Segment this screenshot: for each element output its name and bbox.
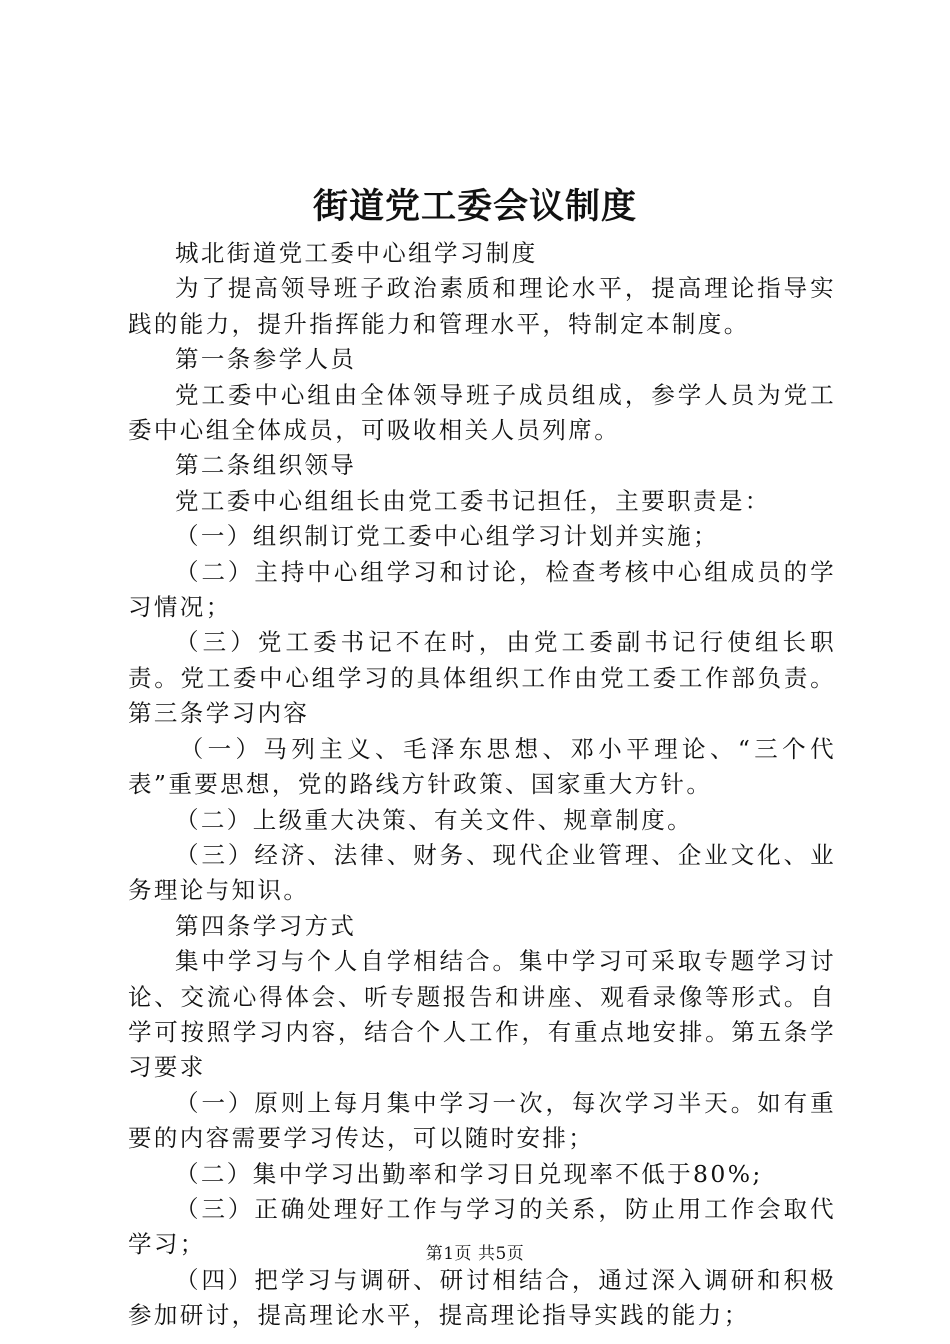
- page-footer: 第1页 共5页: [425, 1244, 525, 1264]
- list-item: （一）马列主义、毛泽东思想、邓小平理论、“三个代表”重要思想，党的路线方针政策、国家重大方针。: [128, 734, 836, 799]
- list-item: （四）把学习与调研、研讨相结合，通过深入调研和积极参加研讨，提高理论水平，提高理论指导实践的能力；: [128, 1265, 836, 1330]
- list-item: （一）原则上每月集中学习一次，每次学习半天。如有重要的内容需要学习传达，可以随时安排；: [128, 1088, 836, 1153]
- section-heading-2: 第二条组织领导: [175, 451, 357, 480]
- list-item: （一）组织制订党工委中心组学习计划并实施；: [175, 522, 719, 551]
- document-body: [128, 236, 836, 1334]
- document-title: 街道党工委会议制度: [312, 186, 637, 227]
- paragraph-intro: 为了提高领导班子政治素质和理论水平，提高理论指导实践的能力，提升指挥能力和管理水平，特制定本制度。: [128, 274, 836, 338]
- list-item: （三）经济、法律、财务、现代企业管理、企业文化、业务理论与知识。: [128, 840, 836, 905]
- list-item: （二）主持中心组学习和讨论，检查考核中心组成员的学习情况；: [128, 557, 836, 622]
- list-item: （二）上级重大决策、有关文件、规章制度。: [175, 805, 693, 834]
- section-heading-1: 第一条参学人员: [175, 345, 357, 374]
- paragraph-heading: 城北街道党工委中心组学习制度: [175, 239, 538, 267]
- section-heading-4: 第四条学习方式: [175, 911, 357, 940]
- paragraph: 集中学习与个人自学相结合。集中学习可采取专题学习讨论、交流心得体会、听专题报告和讲座、观看录像等形式。自学可按照学习内容，结合个人工作，有重点地安排。第五条学习要求: [128, 947, 836, 1082]
- list-item: （二）集中学习出勤率和学习日兑现率不低于80%;: [175, 1159, 763, 1188]
- list-item: （三）正确处理好工作与学习的关系，防止用工作会取代学习；: [128, 1194, 836, 1259]
- list-item: （三）党工委书记不在时，由党工委副书记行使组长职责。党工委中心组学习的具体组织工作由党工委工作部负责。第三条学习内容: [128, 628, 836, 728]
- paragraph: 党工委中心组由全体领导班子成员组成，参学人员为党工委中心组全体成员，可吸收相关人员列席。: [128, 380, 836, 445]
- paragraph: 党工委中心组组长由党工委书记担任，主要职责是：: [175, 486, 771, 515]
